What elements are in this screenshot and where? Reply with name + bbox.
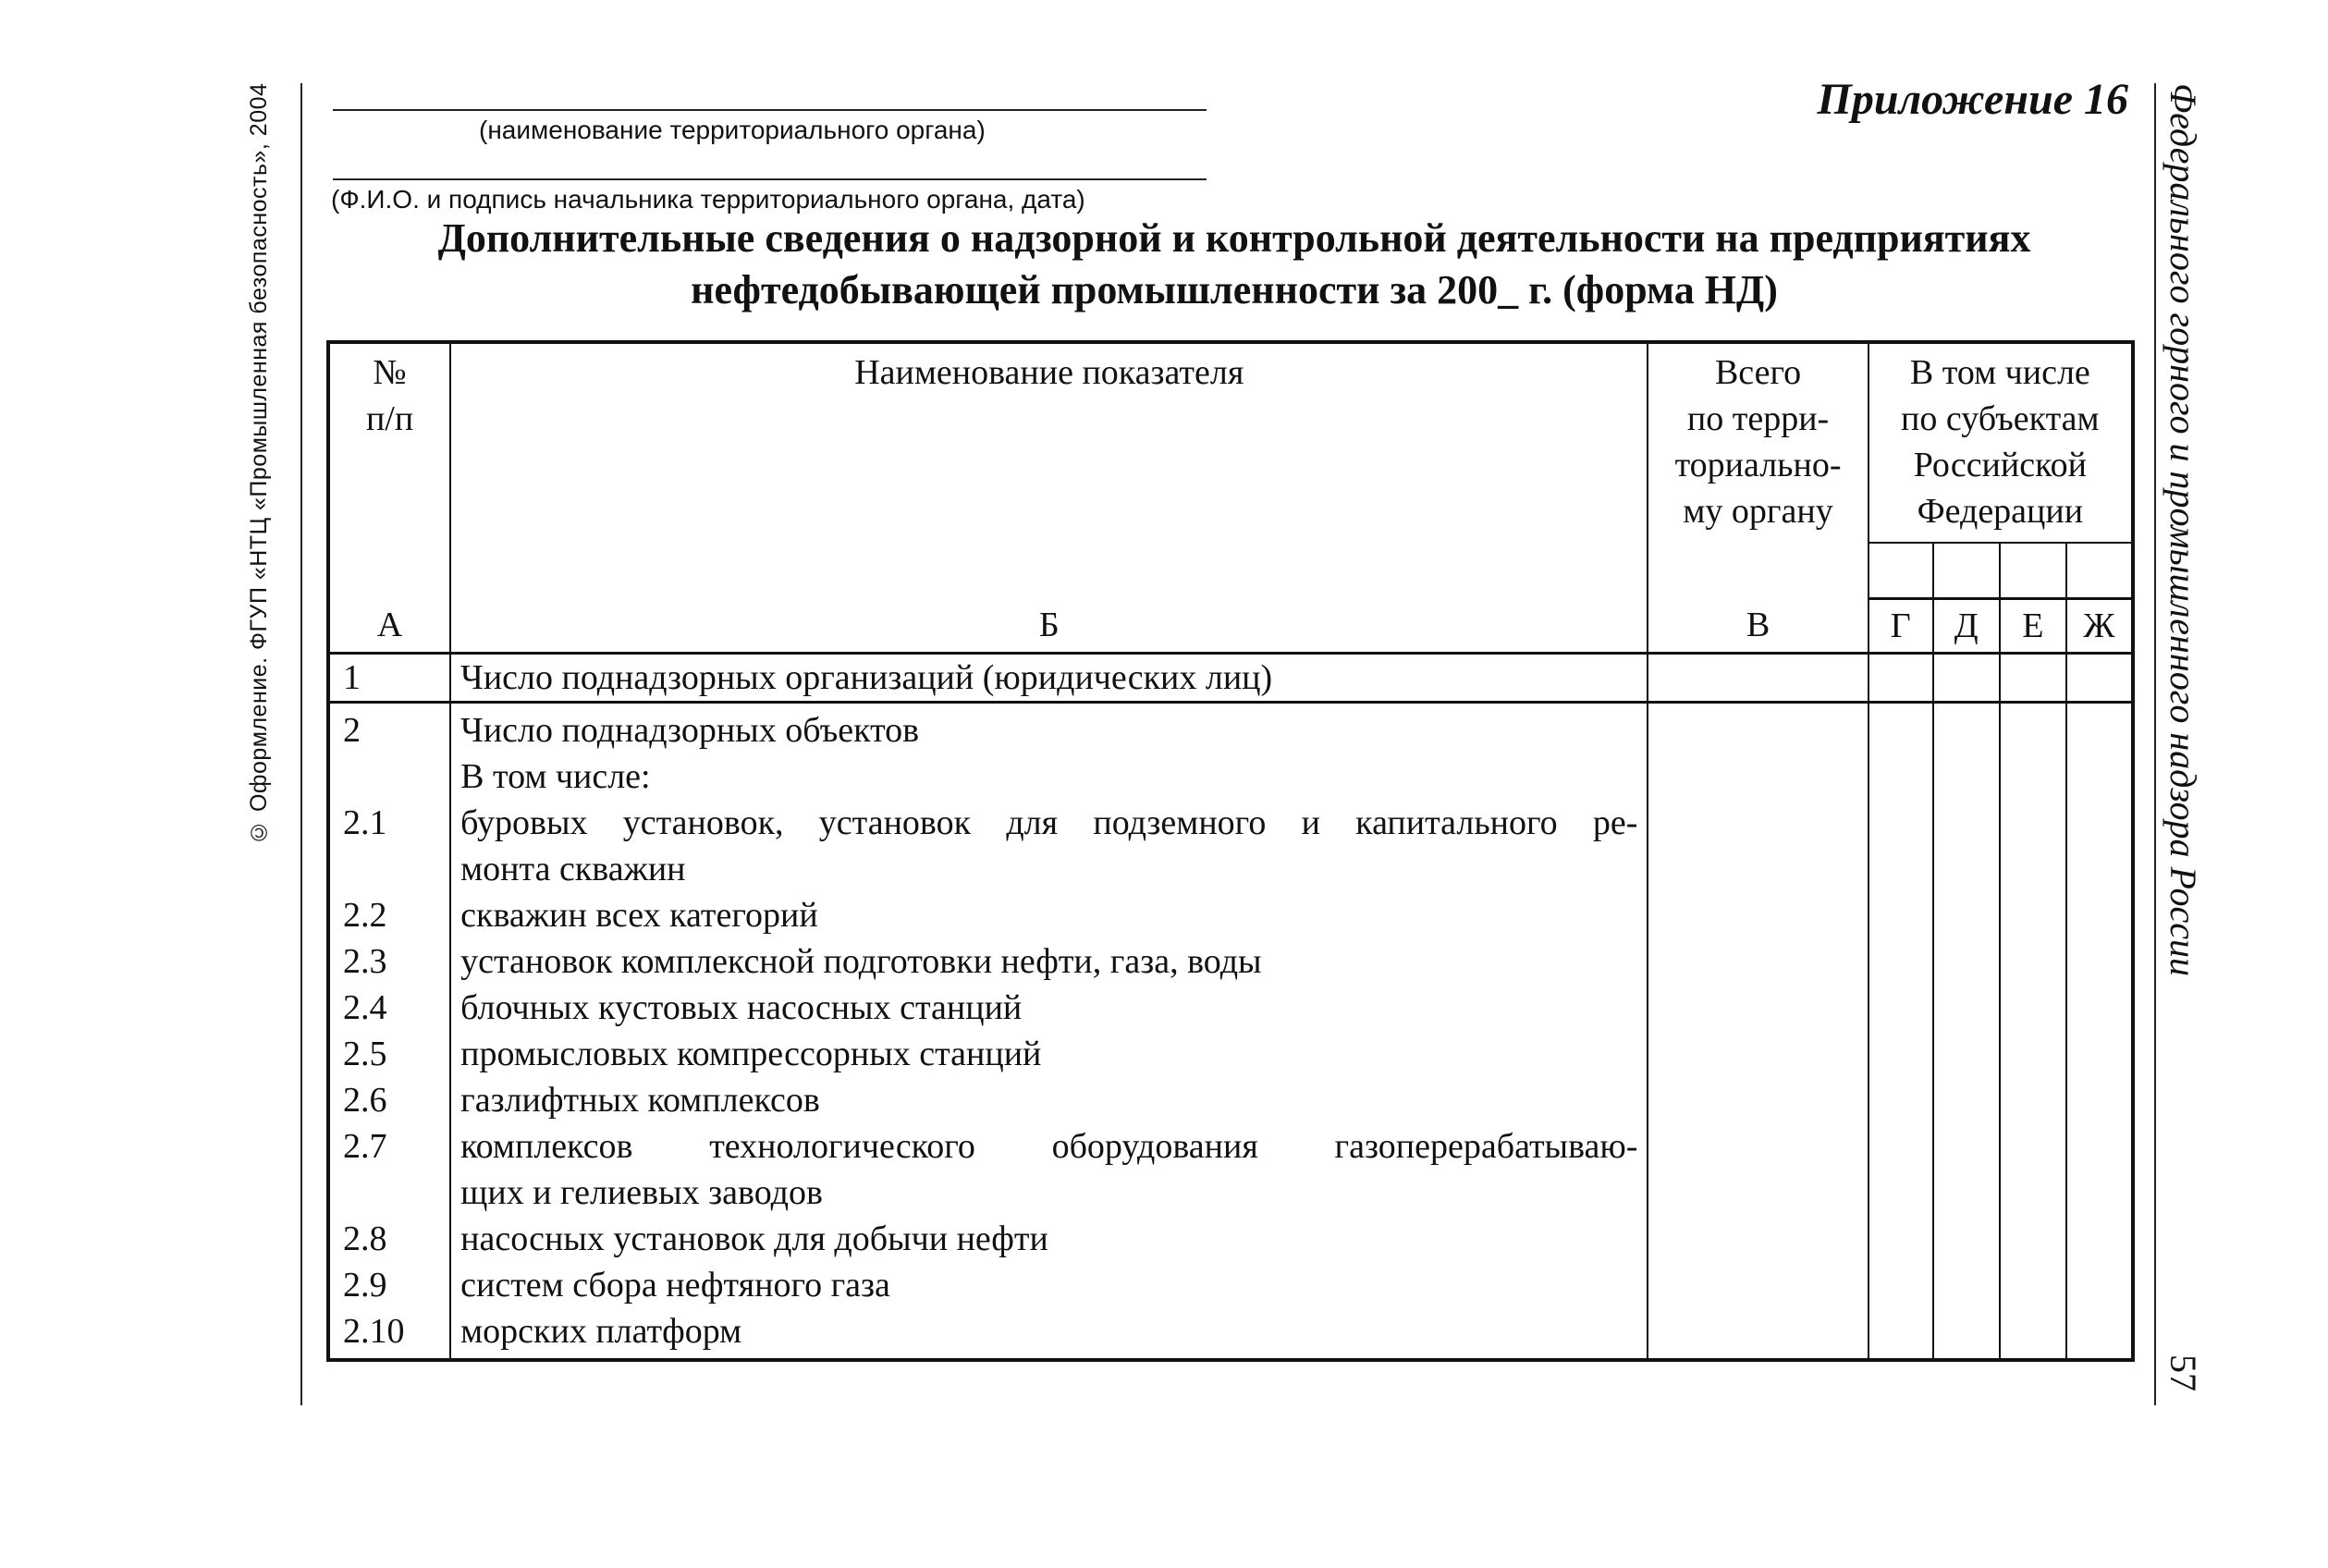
cell-total xyxy=(1648,654,1868,703)
row-text: систем сбора нефтяного газа xyxy=(460,1266,890,1305)
copyright-text: © Оформление. ФГУП «НТЦ «Промышленная безопасность», 2004 xyxy=(245,83,272,846)
cell-zh xyxy=(2066,703,2133,1361)
appendix-label: Приложение 16 xyxy=(1817,75,2128,124)
row-number: 2.4 xyxy=(343,988,387,1027)
signature-caption: (Ф.И.О. и подпись начальника территориального органа, дата) xyxy=(331,185,1085,214)
letter-b: Б xyxy=(450,599,1648,654)
cell-d xyxy=(1933,703,2000,1361)
signature-line xyxy=(333,178,1207,180)
subject-col-g xyxy=(1869,543,1933,599)
cell-total xyxy=(1648,703,1868,1361)
letter-g: Г xyxy=(1869,599,1933,654)
row-number: 1 xyxy=(328,654,450,703)
header-num xyxy=(328,342,450,599)
right-margin-rule xyxy=(2154,83,2156,1405)
row-texts-column xyxy=(450,703,1648,1361)
row-number: 2.2 xyxy=(343,896,387,935)
row-number: 2.6 xyxy=(343,1081,387,1120)
authority-line xyxy=(333,109,1207,111)
row-text: Число поднадзорных объектов xyxy=(460,711,920,750)
letter-v: В xyxy=(1648,599,1868,654)
row-text: Число поднадзорных организаций (юридических лиц) xyxy=(450,654,1648,703)
form-title-line2: нефтедобывающей промышленности за 200_ г. (форма НД) xyxy=(691,267,1778,312)
row-number-spacer xyxy=(343,1170,440,1216)
row-text: блочных кустовых насосных станций xyxy=(460,988,1023,1027)
row-number: 2.1 xyxy=(343,803,387,842)
running-title: Федерального горного и промышленного надзора России xyxy=(2163,83,2204,976)
table-row-group xyxy=(328,703,2133,1361)
row-number-spacer xyxy=(343,846,440,892)
form-title-line1: Дополнительные сведения о надзорной и контрольной деятельности на предприятиях xyxy=(437,215,2031,261)
running-title-margin xyxy=(2162,83,2236,1405)
header-total-line1: Всего xyxy=(1714,353,1802,392)
header-row xyxy=(328,342,2133,543)
left-margin-rule xyxy=(300,83,302,1405)
row-text: промысловых компрессорных станций xyxy=(460,1035,1042,1073)
letter-e: Е xyxy=(2000,599,2066,654)
row-subheading: В том числе: xyxy=(460,757,651,796)
page-number: 57 xyxy=(2163,1354,2204,1391)
row-text: установок комплексной подготовки нефти, газа, воды xyxy=(460,942,1262,981)
header-total-line2: по терри- xyxy=(1686,399,1830,438)
cell-e xyxy=(2000,703,2066,1361)
row-number: 2.8 xyxy=(343,1219,387,1258)
column-letters-row xyxy=(328,599,2133,654)
header-total-line3: ториально- xyxy=(1674,446,1842,484)
table-row xyxy=(328,654,2133,703)
row-text: насосных установок для добычи нефти xyxy=(460,1219,1048,1258)
row-number: 2.5 xyxy=(343,1035,387,1073)
row-number: 2 xyxy=(343,711,361,750)
row-number-spacer xyxy=(343,753,440,800)
row-numbers-column xyxy=(328,703,450,1361)
row-text-cont: щих и гелиевых заводов xyxy=(460,1173,823,1212)
header-subjects-line3: Российской xyxy=(1913,446,2087,484)
header-total-line4: му органу xyxy=(1683,492,1833,531)
form-title xyxy=(328,213,2140,316)
header-num-line2: п/п xyxy=(365,399,414,438)
header-subjects xyxy=(1869,342,2133,543)
header-subjects-line2: по субъектам xyxy=(1901,399,2100,438)
header-indicator-name: Наименование показателя xyxy=(450,342,1648,599)
cell-g xyxy=(1869,654,1933,703)
header-subjects-line4: Федерации xyxy=(1917,492,2084,531)
letter-zh: Ж xyxy=(2066,599,2133,654)
row-number: 2.10 xyxy=(343,1312,405,1351)
cell-d xyxy=(1933,654,2000,703)
cell-g xyxy=(1869,703,1933,1361)
cell-zh xyxy=(2066,654,2133,703)
authority-caption: (наименование территориального органа) xyxy=(479,116,986,144)
letter-d: Д xyxy=(1933,599,2000,654)
header-subjects-line1: В том числе xyxy=(1909,353,2090,392)
row-text-cont: монта скважин xyxy=(460,850,686,888)
header-total xyxy=(1648,342,1868,599)
subject-col-e xyxy=(2000,543,2066,599)
row-text: скважин всех категорий xyxy=(460,896,818,935)
row-number: 2.9 xyxy=(343,1266,387,1305)
letter-a: А xyxy=(328,599,450,654)
cell-e xyxy=(2000,654,2066,703)
copyright-margin xyxy=(222,83,296,1405)
row-number: 2.3 xyxy=(343,942,387,981)
row-text: газлифтных комплексов xyxy=(460,1081,820,1120)
subject-col-d xyxy=(1933,543,2000,599)
form-table xyxy=(326,340,2135,1362)
header-num-line1: № xyxy=(373,353,407,392)
row-text: комплексов технологического оборудования газоперерабатываю- xyxy=(460,1127,1638,1166)
subject-col-zh xyxy=(2066,543,2133,599)
row-text: морских платформ xyxy=(460,1312,742,1351)
row-number: 2.7 xyxy=(343,1127,387,1166)
row-text: буровых установок, установок для подземного и капитального ре- xyxy=(460,803,1638,842)
